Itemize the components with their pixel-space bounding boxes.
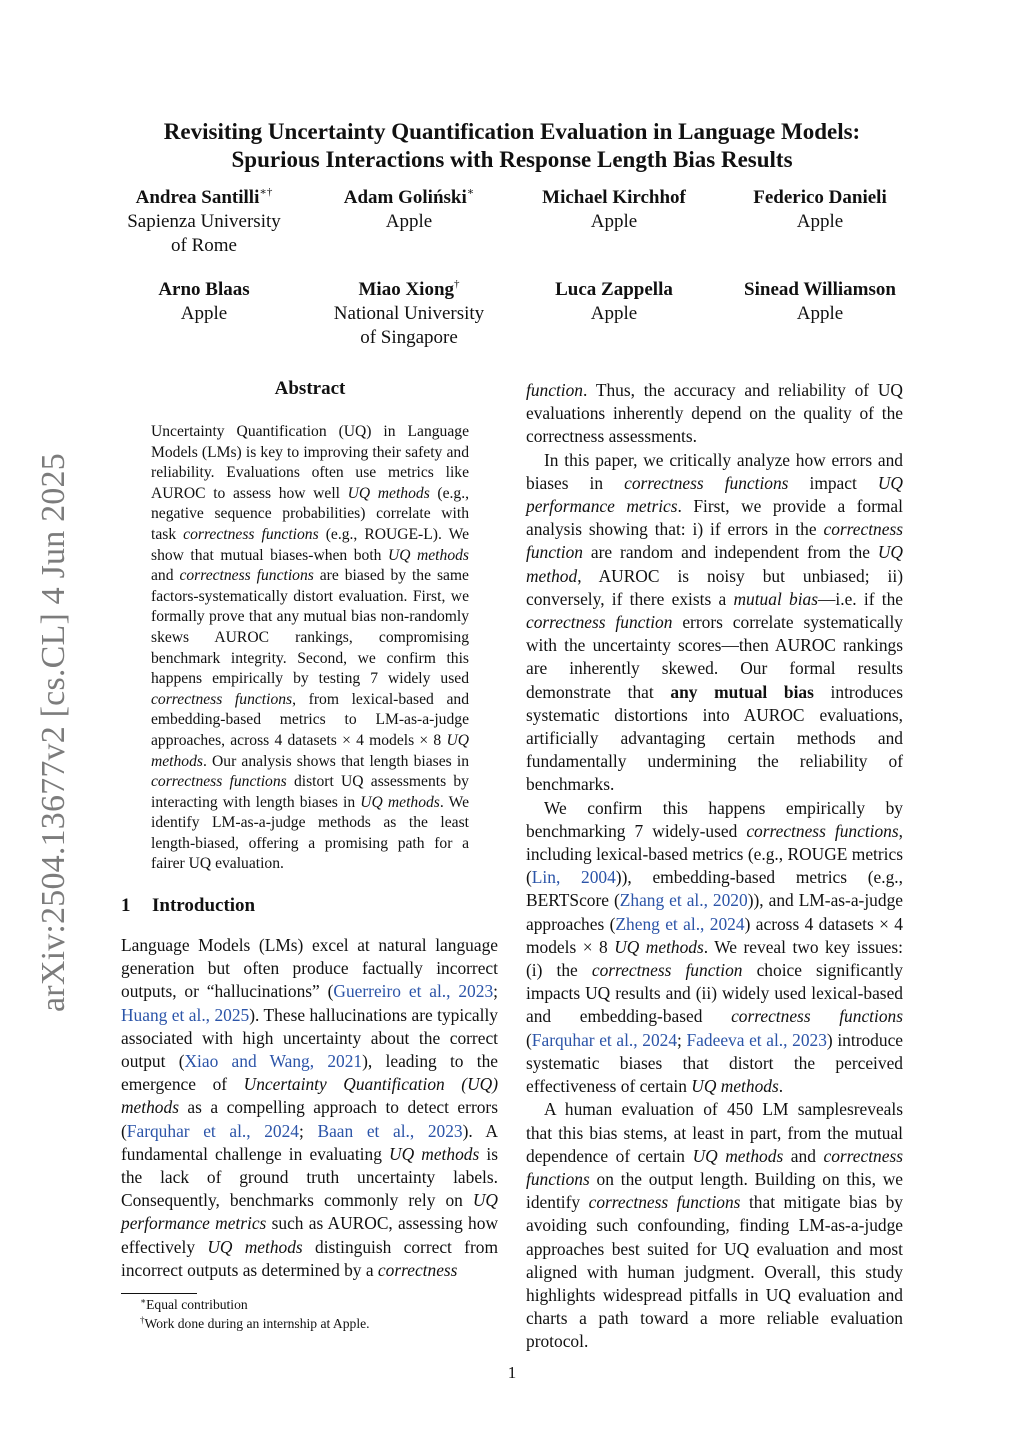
- author-block: [504, 278, 724, 326]
- citation-link[interactable]: Xiao and Wang, 2021: [184, 1051, 363, 1072]
- emphasis: UQ methods: [691, 1076, 779, 1097]
- emphasis: UQ methods: [347, 484, 430, 502]
- emphasis: correctness functions: [526, 1145, 903, 1189]
- author-block: [299, 186, 519, 234]
- section-number: 1: [121, 895, 131, 916]
- emphasis: UQ methods: [614, 936, 704, 957]
- emphasis: correctness: [377, 1259, 458, 1280]
- emphasis: UQ methods: [387, 546, 469, 564]
- footnote-mark: †: [140, 1315, 145, 1325]
- emphasis: UQ performance metrics: [121, 1190, 498, 1234]
- paragraph: A human evaluation of 450 LM samplesreveals that this bias stems, at least in part, from the mutual dependence of certain UQ methods and correctness functions on the output length. Building on this, we identify correctness functions that mitigate bias by avoiding such confounding, finding LM-as-a-judge approaches best suited for UQ evaluation and most aligned with human judgment. Overall, this study highlights widespread pitfalls in UQ evaluation and charts a path toward a more reliable evaluation protocol.: [526, 1099, 903, 1352]
- citation-link[interactable]: Huang et al., 2025: [121, 1004, 250, 1025]
- emphasis: function: [526, 380, 583, 400]
- emphasis: correctness function: [591, 960, 743, 981]
- author-affiliation: Apple: [796, 211, 844, 232]
- citation-link[interactable]: Zheng et al., 2024: [615, 913, 745, 934]
- author-block: [299, 278, 519, 350]
- emphasis: correctness functions: [183, 525, 319, 543]
- emphasis: UQ methods: [692, 1145, 784, 1166]
- emphasis: UQ methods: [151, 731, 469, 770]
- citation-link[interactable]: Farquhar et al., 2024: [531, 1029, 678, 1050]
- author-mark: ∗†: [259, 186, 273, 198]
- abstract-heading: Abstract: [274, 378, 346, 399]
- author-affiliation: National University: [333, 303, 485, 324]
- paragraph: In this paper, we critically analyze how errors and biases in correctness functions impact UQ performance metrics. First, we provide a formal analysis showing that: i) if errors in the correctness function are random and independent from the UQ method, AUROC is noisy but unbiased; ii) conversely, if there exists a mutual bias—i.e. if the correctness function errors correlate systematically with the uncertainty scores—then AUROC rankings are inherently skewed. Our formal results demonstrate that any mutual bias introduces systematic distortions into AUROC evaluations, artificially advantaging certain methods and fundamentally undermining the reliability of benchmarks.: [526, 449, 904, 795]
- title-line-1: Revisiting Uncertainty Quantification Evaluation in Language Models:: [163, 119, 861, 144]
- emphasis: UQ methods: [207, 1236, 303, 1257]
- footnote-mark: ∗: [140, 1296, 147, 1306]
- arxiv-identifier: arXiv:2504.13677v2 [cs.CL] 4 Jun 2025: [35, 453, 72, 1012]
- author-block: [710, 186, 930, 234]
- author-name: Miao Xiong: [358, 279, 455, 300]
- citation-link[interactable]: Zhang et al., 2020: [619, 890, 748, 911]
- author-mark: ∗: [466, 186, 475, 198]
- author-affiliation: Sapienza University: [127, 211, 281, 232]
- abstract-body: Uncertainty Quantification (UQ) in Language Models (LMs) is key to improving their safety and reliability. Evaluations often use metrics like AUROC to assess how well UQ methods (e.g., negative sequence probabilities) correlate with task correctness functions (e.g., ROUGE-L). We show that mutual biases-when both UQ methods and correctness functions are biased by the same factors-systematically distort evaluation. First, we formally prove that any mutual bias non-randomly skews AUROC rankings, compromising benchmark integrity. Second, we confirm this happens empirically by testing 7 widely used correctness functions, from lexical-based and embedding-based metrics to LM-as-a-judge approaches, across 4 datasets × 4 models × 8 UQ methods. Our analysis shows that length biases in correctness functions distort UQ assessments by interacting with length biases in UQ methods. We identify LM-as-a-judge methods as the least length-biased, offering a promising path for a fairer UQ evaluation.: [151, 423, 469, 873]
- emphasis: UQ method: [526, 542, 903, 586]
- footnote: [140, 1316, 370, 1332]
- author-block: [94, 278, 314, 326]
- author-affiliation: Apple: [590, 211, 638, 232]
- author-block: [710, 278, 930, 326]
- author-name: Arno Blaas: [158, 279, 250, 300]
- author-name: Adam Goliński: [343, 187, 467, 208]
- section-title: Introduction: [152, 895, 256, 916]
- author-name: Sinead Williamson: [744, 279, 896, 300]
- footnote-text: Work done during an internship at Apple.: [144, 1316, 370, 1331]
- author-affiliation: Apple: [180, 303, 228, 324]
- author-affiliation: Apple: [385, 211, 433, 232]
- emphasis: correctness functions: [151, 690, 293, 708]
- emphasis: UQ methods: [360, 793, 440, 811]
- emphasis: mutual bias: [733, 588, 819, 609]
- paper-title: [100, 118, 924, 174]
- citation-link[interactable]: Lin, 2004: [531, 867, 616, 888]
- author-name: Andrea Santilli: [135, 187, 260, 208]
- emphasis: UQ methods: [389, 1143, 480, 1164]
- citation-link[interactable]: Baan et al., 2023: [317, 1120, 463, 1141]
- emphasis: correctness functions: [624, 472, 789, 493]
- section-heading: [121, 895, 255, 917]
- citation-link[interactable]: Farquhar et al., 2024: [126, 1120, 300, 1141]
- author-affiliation: of Rome: [171, 235, 237, 256]
- emphasis: correctness functions: [731, 1006, 903, 1027]
- intro-left-column: [121, 934, 498, 1282]
- bold-term: any mutual bias: [670, 681, 814, 702]
- author-block: [94, 186, 314, 258]
- author-affiliation: of Singapore: [360, 327, 458, 348]
- citation-link[interactable]: Guerreiro et al., 2023: [333, 981, 494, 1002]
- emphasis: correctness function: [526, 519, 903, 563]
- author-affiliation: Apple: [590, 303, 638, 324]
- author-block: [504, 186, 724, 234]
- author-name: Luca Zappella: [555, 279, 673, 300]
- author-name: Federico Danieli: [753, 187, 887, 208]
- emphasis: correctness functions: [746, 820, 899, 841]
- author-affiliation: Apple: [796, 303, 844, 324]
- emphasis: correctness function: [526, 612, 673, 633]
- footnote-divider: [121, 1293, 197, 1294]
- emphasis: correctness functions: [179, 567, 314, 585]
- citation-link[interactable]: Fadeeva et al., 2023: [686, 1029, 827, 1050]
- author-mark: †: [454, 278, 460, 290]
- author-name: Michael Kirchhof: [542, 187, 686, 208]
- paragraph: Language Models (LMs) excel at natural language generation but often produce factually incorrect outputs, or “hallucinations” (Guerreiro et al., 2023; Huang et al., 2025). These hallucinations are typically associated with high uncertainty about the correct output (Xiao and Wang, 2021), leading to the emergence of Uncertainty Quantification (UQ) methods as a compelling approach to detect errors (Farquhar et al., 2024; Baan et al., 2023). A fundamental challenge in evaluating UQ methods is the lack of ground truth uncertainty labels. Consequently, benchmarks commonly rely on UQ performance metrics such as AUROC, assessing how effectively UQ methods distinguish correct from incorrect outputs as determined by a correctness: [121, 935, 499, 1280]
- paragraph: function. Thus, the accuracy and reliability of UQ evaluations inherently depend on the quality of the correctness assessments.: [526, 380, 903, 447]
- emphasis: UQ performance metrics: [526, 472, 903, 517]
- paragraph: We confirm this happens empirically by benchmarking 7 widely-used correctness functions, including lexical-based metrics (e.g., ROUGE metrics (Lin, 2004)), embedding-based metrics (e.g., BERTScore (Zhang et al., 2020)), and LM-as-a-judge approaches (Zheng et al., 2024) across 4 datasets × 4 models × 8 UQ methods. We reveal two key issues: (i) the correctness function choice significantly impacts UQ results and (ii) widely used lexical-based and embedding-based correctness functions (Farquhar et al., 2024; Fadeeva et al., 2023) introduce systematic biases that distort the perceived effectiveness of certain UQ methods.: [526, 797, 904, 1097]
- footnote-text: Equal contribution: [146, 1297, 248, 1312]
- footnote: [140, 1297, 248, 1313]
- page-number: 1: [507, 1363, 517, 1382]
- emphasis: correctness functions: [151, 773, 287, 791]
- emphasis: Uncertainty Quantification (UQ) methods: [121, 1074, 499, 1118]
- title-line-2: Spurious Interactions with Response Length Bias Results: [231, 147, 793, 172]
- intro-right-column: [526, 379, 903, 1354]
- emphasis: correctness functions: [588, 1192, 741, 1213]
